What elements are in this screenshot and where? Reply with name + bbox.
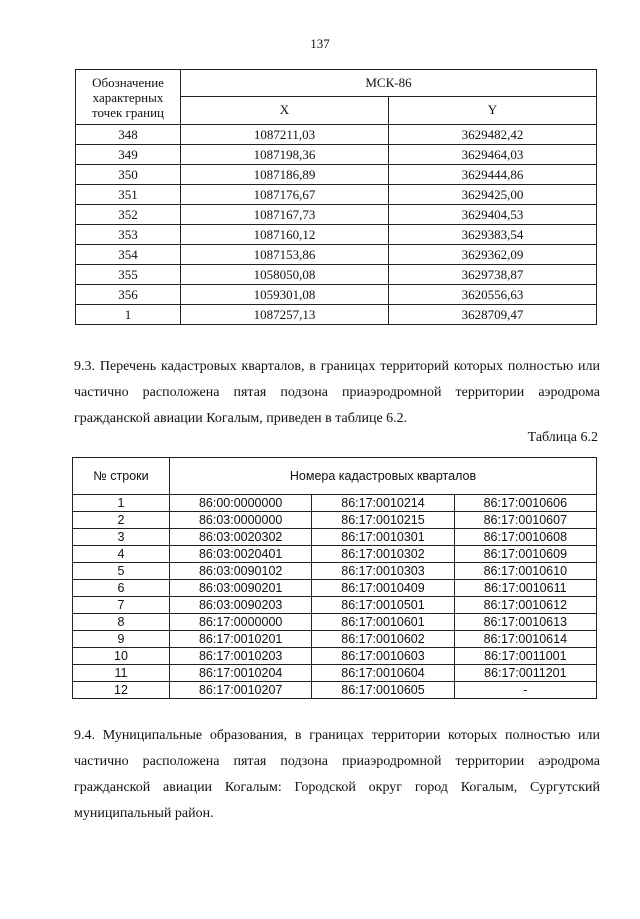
table2-header-quarters: Номера кадастровых кварталов — [170, 458, 597, 495]
cadastral-quarter-cell: 86:17:0010501 — [312, 597, 454, 614]
table-row — [76, 245, 597, 265]
row-number-cell: 2 — [73, 512, 170, 529]
cadastral-quarter-cell: 86:17:0010611 — [454, 580, 596, 597]
x-coordinate-cell: 1087167,73 — [181, 205, 389, 225]
cadastral-quarter-cell: 86:17:0010613 — [454, 614, 596, 631]
cadastral-quarter-cell: 86:17:0010602 — [312, 631, 454, 648]
cadastral-quarter-cell: 86:03:0020401 — [170, 546, 312, 563]
x-coordinate-cell: 1087198,36 — [181, 145, 389, 165]
cadastral-quarter-cell: 86:17:0010610 — [454, 563, 596, 580]
table-row — [76, 225, 597, 245]
y-coordinate-cell: 3629464,03 — [389, 145, 597, 165]
point-number-cell: 351 — [76, 185, 181, 205]
cadastral-quarter-cell: 86:17:0010214 — [312, 495, 454, 512]
cadastral-quarter-cell: 86:17:0010604 — [312, 665, 454, 682]
row-number-cell: 12 — [73, 682, 170, 699]
table1-header-msk: МСК-86 — [181, 70, 597, 97]
row-number-cell: 11 — [73, 665, 170, 682]
x-coordinate-cell: 1058050,08 — [181, 265, 389, 285]
point-number-cell: 356 — [76, 285, 181, 305]
row-number-cell: 3 — [73, 529, 170, 546]
table-row — [76, 285, 597, 305]
table-row — [73, 648, 597, 665]
cadastral-quarter-cell: 86:17:0010605 — [312, 682, 454, 699]
table1-header-x: X — [181, 96, 389, 124]
table-row — [76, 205, 597, 225]
cadastral-quarter-cell: 86:03:0090102 — [170, 563, 312, 580]
cadastral-quarter-cell: 86:03:0090203 — [170, 597, 312, 614]
cadastral-quarter-cell: 86:03:0000000 — [170, 512, 312, 529]
cadastral-quarter-cell: 86:17:0010204 — [170, 665, 312, 682]
y-coordinate-cell: 3628709,47 — [389, 305, 597, 325]
cadastral-quarter-cell: 86:17:0010614 — [454, 631, 596, 648]
row-number-cell: 10 — [73, 648, 170, 665]
x-coordinate-cell: 1087257,13 — [181, 305, 389, 325]
y-coordinate-cell: 3629425,00 — [389, 185, 597, 205]
cadastral-quarter-cell: 86:00:0000000 — [170, 495, 312, 512]
table-row — [73, 665, 597, 682]
cadastral-quarter-cell: 86:17:0010609 — [454, 546, 596, 563]
cadastral-quarter-cell: 86:17:0010215 — [312, 512, 454, 529]
table-row — [76, 305, 597, 325]
point-number-cell: 355 — [76, 265, 181, 285]
table1-header-y: Y — [389, 96, 597, 124]
y-coordinate-cell: 3629383,54 — [389, 225, 597, 245]
cadastral-quarter-cell: 86:17:0010603 — [312, 648, 454, 665]
table2-header-row-number: № строки — [73, 458, 170, 495]
table-row — [73, 631, 597, 648]
table-row — [73, 546, 597, 563]
y-coordinate-cell: 3629444,86 — [389, 165, 597, 185]
y-coordinate-cell: 3629362,09 — [389, 245, 597, 265]
table-row — [73, 597, 597, 614]
x-coordinate-cell: 1087186,89 — [181, 165, 389, 185]
cadastral-quarter-cell: 86:17:0010601 — [312, 614, 454, 631]
x-coordinate-cell: 1087153,86 — [181, 245, 389, 265]
row-number-cell: 1 — [73, 495, 170, 512]
cadastral-quarter-cell: 86:17:0010207 — [170, 682, 312, 699]
table-row — [76, 185, 597, 205]
x-coordinate-cell: 1059301,08 — [181, 285, 389, 305]
table2-caption: Таблица 6.2 — [527, 430, 598, 445]
point-number-cell: 350 — [76, 165, 181, 185]
table-row — [73, 529, 597, 546]
table-row — [73, 495, 597, 512]
row-number-cell: 7 — [73, 597, 170, 614]
x-coordinate-cell: 1087176,67 — [181, 185, 389, 205]
point-number-cell: 354 — [76, 245, 181, 265]
point-number-cell: 348 — [76, 125, 181, 145]
coordinates-table — [75, 69, 597, 325]
row-number-cell: 9 — [73, 631, 170, 648]
y-coordinate-cell: 3629404,53 — [389, 205, 597, 225]
point-number-cell: 353 — [76, 225, 181, 245]
cadastral-quarter-cell: 86:17:0010409 — [312, 580, 454, 597]
cadastral-quarter-cell: 86:17:0010612 — [454, 597, 596, 614]
row-number-cell: 5 — [73, 563, 170, 580]
row-number-cell: 6 — [73, 580, 170, 597]
y-coordinate-cell: 3620556,63 — [389, 285, 597, 305]
table-row — [73, 580, 597, 597]
table-row — [73, 614, 597, 631]
table-row — [73, 563, 597, 580]
y-coordinate-cell: 3629738,87 — [389, 265, 597, 285]
paragraph-9-3: 9.3. Перечень кадастровых кварталов, в границах территорий которых полностью или частично расположена пятая подзона приаэродромной территории аэродрома гражданской авиации Когалым, приведен в таблице 6.2. — [74, 359, 600, 426]
cadastral-quarter-cell: 86:17:0010607 — [454, 512, 596, 529]
cadastral-quarter-cell: 86:17:0010302 — [312, 546, 454, 563]
cadastral-quarter-cell: 86:17:0010303 — [312, 563, 454, 580]
point-number-cell: 349 — [76, 145, 181, 165]
row-number-cell: 4 — [73, 546, 170, 563]
cadastral-quarters-table — [72, 457, 597, 699]
y-coordinate-cell: 3629482,42 — [389, 125, 597, 145]
table-row — [76, 125, 597, 145]
x-coordinate-cell: 1087211,03 — [181, 125, 389, 145]
cadastral-quarter-cell: - — [454, 682, 596, 699]
cadastral-quarter-cell: 86:17:0011201 — [454, 665, 596, 682]
point-number-cell: 1 — [76, 305, 181, 325]
cadastral-quarter-cell: 86:17:0010606 — [454, 495, 596, 512]
table1-header-point: Обозначение характерных точек границ — [76, 70, 181, 125]
cadastral-quarter-cell: 86:17:0010201 — [170, 631, 312, 648]
page-number: 137 — [310, 36, 330, 51]
cadastral-quarter-cell: 86:17:0000000 — [170, 614, 312, 631]
cadastral-quarter-cell: 86:17:0010608 — [454, 529, 596, 546]
row-number-cell: 8 — [73, 614, 170, 631]
cadastral-quarter-cell: 86:17:0010203 — [170, 648, 312, 665]
x-coordinate-cell: 1087160,12 — [181, 225, 389, 245]
table-row — [76, 265, 597, 285]
cadastral-quarter-cell: 86:03:0090201 — [170, 580, 312, 597]
cadastral-quarter-cell: 86:17:0011001 — [454, 648, 596, 665]
table-row — [76, 145, 597, 165]
table-row — [76, 165, 597, 185]
point-number-cell: 352 — [76, 205, 181, 225]
cadastral-quarter-cell: 86:03:0020302 — [170, 529, 312, 546]
table-row — [73, 682, 597, 699]
cadastral-quarter-cell: 86:17:0010301 — [312, 529, 454, 546]
paragraph-9-4: 9.4. Муниципальные образования, в границах территории которых полностью или частично расположена пятая подзона приаэродромной территории аэродрома гражданской авиации Когалым: Городской округ город Когалым, Сургутский муниципальный район. — [74, 728, 600, 821]
table-row — [73, 512, 597, 529]
